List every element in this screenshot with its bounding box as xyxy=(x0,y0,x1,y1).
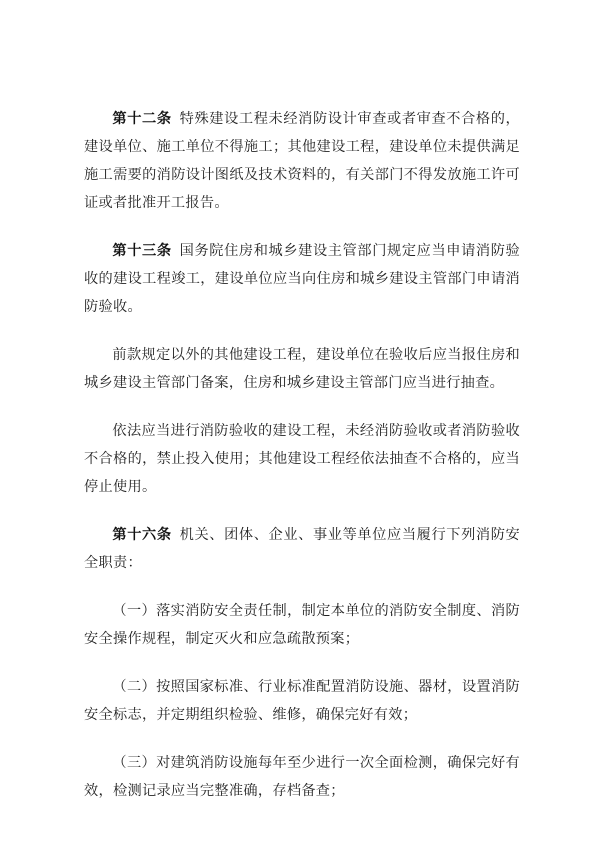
paragraph-text: 特殊建设工程未经消防设计审查或者审查不合格的，建设单位、施工单位不得施工；其他建设工程，建设单位未提供满足施工需要的消防设计图纸及技术资料的，有关部门不得发放施工许可证或者批准开工报告。 xyxy=(84,111,520,211)
article-number: 第十六条 xyxy=(112,527,172,543)
paragraph-text: （一）落实消防安全责任制，制定本单位的消防安全制度、消防安全操作规程，制定灭火和应急疏散预案； xyxy=(84,603,520,647)
paragraph-text: 前款规定以外的其他建设工程，建设单位在验收后应当报住房和城乡建设主管部门备案，住房和城乡建设主管部门应当进行抽查。 xyxy=(84,347,520,391)
paragraph-text: 国务院住房和城乡建设主管部门规定应当申请消防验收的建设工程竣工，建设单位应当向住房和城乡建设主管部门申请消防验收。 xyxy=(84,243,520,315)
paragraph-article-16-item-2 xyxy=(84,673,520,729)
paragraph-article-16-item-3 xyxy=(84,749,520,805)
paragraph-article-13-clause-3 xyxy=(84,417,520,501)
paragraph-article-13-clause-2 xyxy=(84,341,520,397)
paragraph-text: （三）对建筑消防设施每年至少进行一次全面检测，确保完好有效，检测记录应当完整准确，存档备查； xyxy=(84,755,520,799)
article-number: 第十二条 xyxy=(112,111,172,127)
paragraph-article-12 xyxy=(84,105,520,217)
paragraph-article-16 xyxy=(84,521,520,577)
paragraph-text: 机关、团体、企业、事业等单位应当履行下列消防安全职责： xyxy=(84,527,520,571)
paragraph-text: 依法应当进行消防验收的建设工程，未经消防验收或者消防验收不合格的，禁止投入使用；其他建设工程经依法抽查不合格的，应当停止使用。 xyxy=(84,423,520,495)
article-number: 第十三条 xyxy=(112,243,172,259)
paragraph-article-16-item-1 xyxy=(84,597,520,653)
paragraph-article-13 xyxy=(84,237,520,321)
paragraph-text: （二）按照国家标准、行业标准配置消防设施、器材，设置消防安全标志，并定期组织检验、维修，确保完好有效； xyxy=(84,679,520,723)
